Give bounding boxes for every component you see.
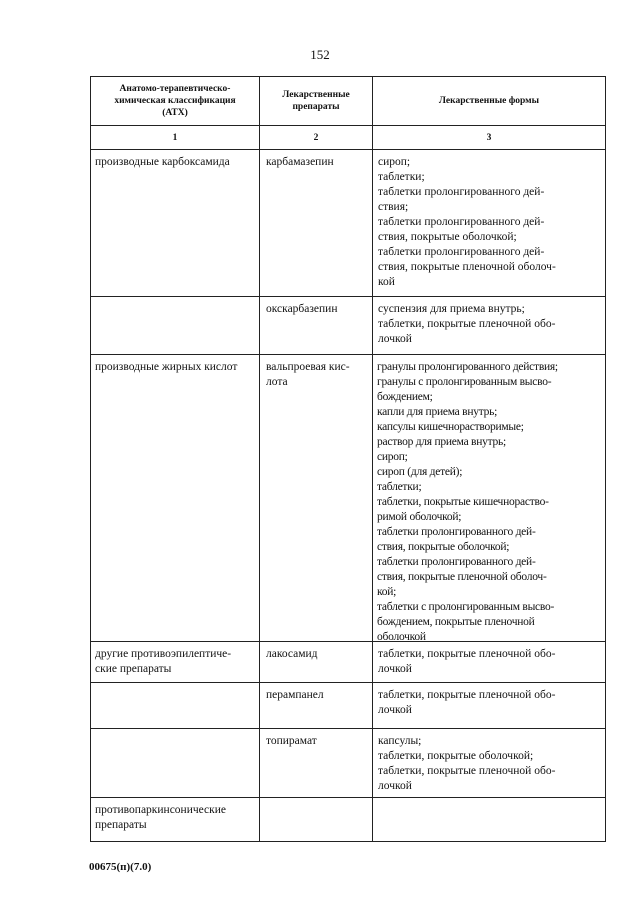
row-drug: топирамат (266, 735, 317, 747)
row-forms: суспензия для приема внутрь; таблетки, покрытые пленочной обо- лочкой (378, 303, 556, 345)
page-number: 152 (310, 47, 330, 62)
row-forms: гранулы пролонгированного действия; гранулы с пролонгированным высво- бождением; капли для приема внутрь; капсулы кишечнорастворимые; раствор для приема внутрь; сироп; сироп (для детей); таблетки; таблетки, покрытые кишечнораство- римой оболочкой; таблетки пролонгированного дей- ствия, покрытые оболочкой; таблетки пролонгированного дей- ствия, покрытые пленочной оболоч- кой; таблетки с пролонгированным высво- бождением, покрытые пленочной оболочкой (377, 361, 558, 643)
row-drug: перампанел (266, 689, 324, 701)
header-drugs: Лекарственные препараты (282, 90, 350, 112)
row-forms: таблетки, покрытые пленочной обо- лочкой (378, 689, 556, 716)
row-drug: вальпроевая кис- лота (266, 361, 350, 388)
column-number-3: 3 (486, 133, 492, 143)
row-atc: другие противоэпилептиче- ские препараты (95, 648, 232, 675)
row-forms: капсулы; таблетки, покрытые оболочкой; таблетки, покрытые пленочной обо- лочкой (378, 735, 556, 792)
column-number-1: 1 (172, 133, 178, 143)
row-drug: окскарбазепин (266, 303, 338, 315)
header-forms: Лекарственные формы (438, 96, 540, 106)
row-atc: производные карбоксамида (95, 156, 230, 168)
row-drug: карбамазепин (266, 156, 334, 168)
row-atc: производные жирных кислот (95, 361, 238, 373)
column-number-2: 2 (313, 133, 319, 143)
row-drug: лакосамид (266, 648, 318, 660)
footer-code: 00675(п)(7.0) (89, 861, 152, 873)
row-forms: таблетки, покрытые пленочной обо- лочкой (378, 648, 556, 675)
row-atc: противопаркинсонические препараты (95, 804, 226, 831)
row-forms: сироп; таблетки; таблетки пролонгированного дей- ствия; таблетки пролонгированного дей- ствия, покрытые оболочкой; таблетки пролонгированного дей- ствия, покрытые пленочной оболоч- кой (378, 156, 556, 288)
drug-table (90, 76, 606, 842)
header-atc: Анатомо-терапевтическо- химическая классификация (АТХ) (114, 84, 236, 118)
